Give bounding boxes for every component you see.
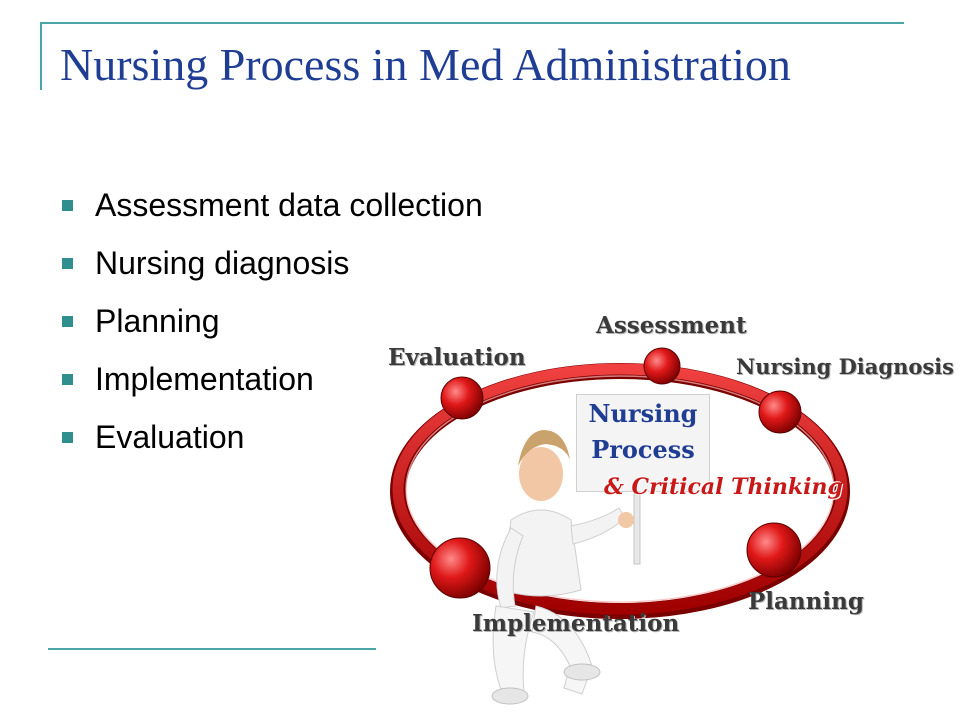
center-label-line2: Process [591, 435, 695, 464]
assessment-node [644, 348, 680, 384]
square-bullet-icon [62, 200, 73, 211]
left-rule [40, 22, 42, 90]
slide-title: Nursing Process in Med Administration [60, 39, 791, 90]
implementation-label: Implementation [472, 610, 680, 637]
square-bullet-icon [62, 316, 73, 327]
bottom-rule [48, 648, 376, 650]
evaluation-label: Evaluation [388, 344, 526, 371]
bullet-text: Implementation [95, 360, 314, 397]
bullet-text: Nursing diagnosis [95, 244, 350, 281]
nursing-diagnosis-node [759, 391, 801, 433]
bullet-text: Evaluation [95, 418, 245, 455]
planning-node [747, 523, 801, 577]
square-bullet-icon [62, 432, 73, 443]
bullet-item [62, 234, 483, 292]
planning-label: Planning [748, 588, 864, 615]
implementation-node [430, 538, 490, 598]
top-rule [40, 22, 904, 24]
critical-thinking-label: & Critical Thinking [604, 474, 843, 500]
bullet-text: Planning [95, 302, 220, 339]
bullet-item [62, 176, 483, 234]
nursing-diagnosis-label: Nursing Diagnosis [736, 354, 954, 379]
bullet-text: Assessment data collection [95, 186, 483, 223]
assessment-label: Assessment [596, 312, 747, 339]
nursing-process-diagram [376, 306, 960, 720]
square-bullet-icon [62, 374, 73, 385]
square-bullet-icon [62, 258, 73, 269]
center-label-line1: Nursing [588, 399, 698, 428]
evaluation-node [441, 377, 483, 419]
